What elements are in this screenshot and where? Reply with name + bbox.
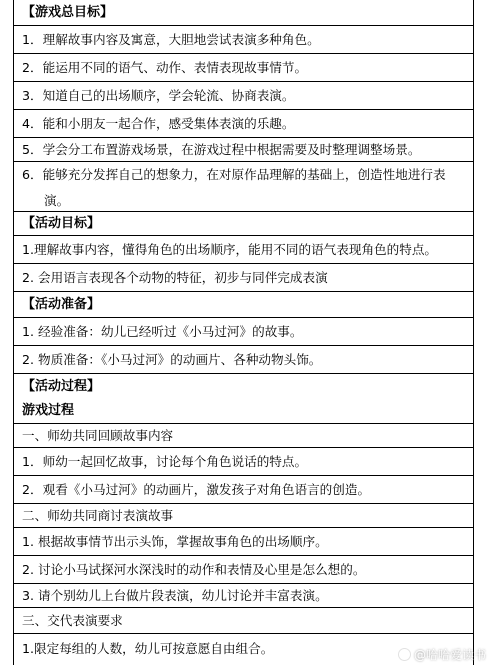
watermark xyxy=(398,646,486,663)
list-item xyxy=(14,236,473,264)
list-item-text: 6．能够充分发挥自己的想象力，在对原作品理解的基础上，创造性地进行表演。 xyxy=(22,167,446,208)
list-item xyxy=(14,26,473,54)
list-item xyxy=(14,82,473,110)
list-item xyxy=(14,138,473,162)
list-item-text: 一、师幼共同回顾故事内容 xyxy=(22,428,174,443)
section-header-row xyxy=(14,0,473,26)
list-item xyxy=(14,264,473,292)
list-item-text: 1．师幼一起回忆故事，讨论每个角色说话的特点。 xyxy=(22,454,308,469)
list-item-text: 1.限定每组的人数，幼儿可按意愿自由组合。 xyxy=(22,641,274,656)
list-item xyxy=(14,346,473,374)
watermark-logo-icon xyxy=(398,648,411,661)
list-item-text: 三、交代表演要求 xyxy=(22,613,123,628)
section-header: 【游戏总目标】 xyxy=(22,5,114,20)
list-item xyxy=(14,556,473,584)
section-header-row xyxy=(14,292,473,318)
section-header: 【活动过程】 xyxy=(22,379,101,394)
list-item-text: 2．观看《小马过河》的动画片，激发孩子对角色语言的创造。 xyxy=(22,482,371,497)
list-item-text: 二、师幼共同商讨表演故事 xyxy=(22,508,174,523)
list-item xyxy=(14,608,473,634)
section-header: 【活动目标】 xyxy=(22,216,101,231)
list-item xyxy=(14,528,473,556)
list-item xyxy=(14,476,473,504)
list-item-text: 1. 经验准备：幼儿已经听过《小马过河》的故事。 xyxy=(22,324,303,339)
list-item-text: 5．学会分工布置游戏场景，在游戏过程中根据需要及时整理调整场景。 xyxy=(22,142,421,157)
list-item-text: 4．能和小朋友一起合作，感受集体表演的乐趣。 xyxy=(22,116,295,131)
list-item xyxy=(14,424,473,448)
list-item-text: 1. 根据故事情节出示头饰，掌握故事角色的出场顺序。 xyxy=(22,534,328,549)
section-header-row xyxy=(14,374,473,424)
list-item xyxy=(14,504,473,528)
section-header: 【活动准备】 xyxy=(22,297,101,312)
list-item-text: 1.理解故事内容，懂得角色的出场顺序，能用不同的语气表现角色的特点。 xyxy=(22,242,438,257)
list-item-text: 2. 会用语言表现各个动物的特征，初步与同伴完成表演 xyxy=(22,270,328,285)
list-item xyxy=(14,584,473,608)
list-item xyxy=(14,110,473,138)
document-table xyxy=(13,0,474,665)
list-item-text: 2. 物质准备：《小马过河》的动画片、各种动物头饰。 xyxy=(22,352,322,367)
section-header-row xyxy=(14,212,473,236)
list-item xyxy=(14,448,473,476)
list-item-text: 3．知道自己的出场顺序，学会轮流、协商表演。 xyxy=(22,88,295,103)
list-item-text: 2. 讨论小马试探河水深浅时的动作和表情及心里是怎么想的。 xyxy=(22,562,366,577)
list-item xyxy=(14,318,473,346)
list-item xyxy=(14,54,473,82)
watermark-text: @哈哈爱读书 xyxy=(413,648,486,662)
list-item xyxy=(14,162,473,212)
list-item-text: 1．理解故事内容及寓意，大胆地尝试表演多种角色。 xyxy=(22,32,320,47)
list-item-text: 2．能运用不同的语气、动作、表情表现故事情节。 xyxy=(22,60,308,75)
list-item-text: 3. 请个别幼儿上台做片段表演，幼儿讨论并丰富表演。 xyxy=(22,588,328,603)
section-subheader: 游戏过程 xyxy=(22,403,75,418)
